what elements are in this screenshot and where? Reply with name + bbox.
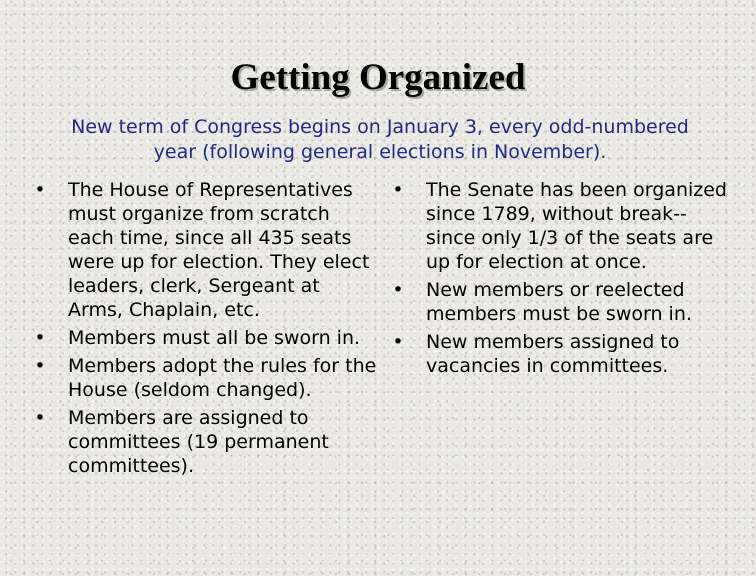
bullet-icon: • bbox=[34, 179, 46, 201]
bullet-icon: • bbox=[392, 179, 404, 201]
list-item bbox=[388, 178, 733, 274]
bullet-icon: • bbox=[34, 355, 46, 377]
list-item-text: New members or reelected members must be sworn in. bbox=[426, 279, 692, 325]
list-item-text: The Senate has been organized since 1789, without break--since only 1/3 of the seats are up for election at once. bbox=[426, 179, 727, 273]
bullet-icon: • bbox=[392, 331, 404, 353]
bullet-icon: • bbox=[34, 407, 46, 429]
right-bullet-list bbox=[388, 178, 733, 382]
list-item-text: Members are assigned to committees (19 permanent committees). bbox=[68, 407, 329, 477]
list-item-text: Members adopt the rules for the House (seldom changed). bbox=[68, 355, 377, 401]
list-item bbox=[30, 354, 380, 402]
list-item-text: The House of Representatives must organize from scratch each time, since all 435 seats were up for election. They elect leaders, clerk, Sergeant at Arms, Chaplain, etc. bbox=[68, 179, 370, 321]
list-item bbox=[388, 278, 733, 326]
list-item bbox=[30, 326, 380, 350]
bullet-icon: • bbox=[34, 327, 46, 349]
list-item bbox=[30, 406, 380, 478]
list-item-text: New members assigned to vacancies in committees. bbox=[426, 331, 680, 377]
slide-subtitle: New term of Congress begins on January 3, every odd-numbered year (following general elections in November). bbox=[71, 116, 689, 163]
slide-title: Getting Organized bbox=[230, 57, 526, 98]
bullet-icon: • bbox=[392, 279, 404, 301]
list-item-text: Members must all be sworn in. bbox=[68, 327, 361, 349]
left-bullet-list bbox=[30, 178, 380, 482]
list-item bbox=[388, 330, 733, 378]
list-item bbox=[30, 178, 380, 322]
